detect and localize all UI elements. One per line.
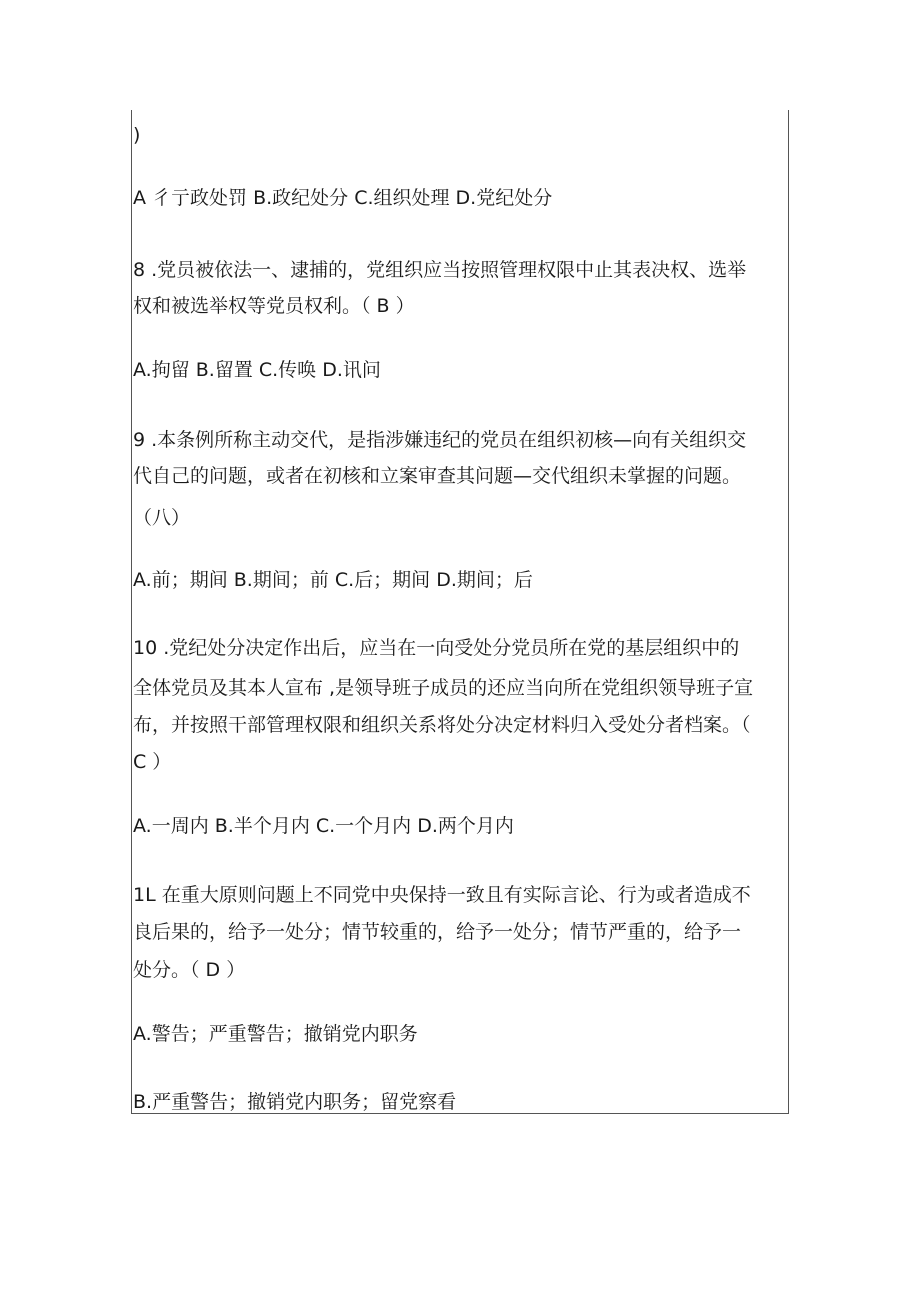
q10-text-line-3: 布，并按照干部管理权限和组织关系将处分决定材料归入受处分者档案。（ [133,714,751,736]
q9-text-line-1: 9 .本条例所称主动交代，是指涉嫌违纪的党员在组织初核—向有关组织交 [133,429,747,451]
q10-text-line-2: 全体党员及其本人宣布 ,是领导班子成员的还应当向所在党组织领导班子宣 [133,677,754,699]
q11-text-line-3: 处分。（ D ） [133,959,246,981]
q8-text-line-1: 8 .党员被依法一、逮捕的，党组织应当按照管理权限中止其表决权、选举 [133,259,747,281]
q9-text-line-2: 代自己的问题，或者在初核和立案审查其问题—交代组织未掌握的问题。 [133,465,742,487]
q11-option-b: B.严重警告；撤销党内职务；留党察看 [133,1091,457,1113]
q10-options: A.一周内 B.半个月内 C.一个月内 D.两个月内 [133,815,514,837]
q8-text-line-2: 权和被选举权等党员权利。（ B ） [133,295,415,317]
q11-option-a: A.警告；严重警告；撤销党内职务 [133,1023,418,1045]
q10-answer: C ） [133,751,172,773]
q11-text-line-1: 1L 在重大原则问题上不同党中央保持一致且有实际言论、行为或者造成不 [133,884,751,906]
q10-text-line-1: 10 .党纪处分决定作出后，应当在一向受处分党员所在党的基层组织中的 [133,637,740,659]
q11-text-line-2: 良后果的，给予一处分；情节较重的，给予一处分；情节严重的，给予一 [133,921,742,943]
q8-options: A.拘留 B.留置 C.传唤 D.讯问 [133,359,381,381]
q7-options: A 彳亍政处罚 B.政纪处分 C.组织处理 D.党纪处分 [133,187,553,209]
text-line-1: ) [133,124,141,146]
q9-answer: （八） [133,507,191,529]
q9-options: A.前；期间 B.期间；前 C.后；期间 D.期间；后 [133,569,533,591]
